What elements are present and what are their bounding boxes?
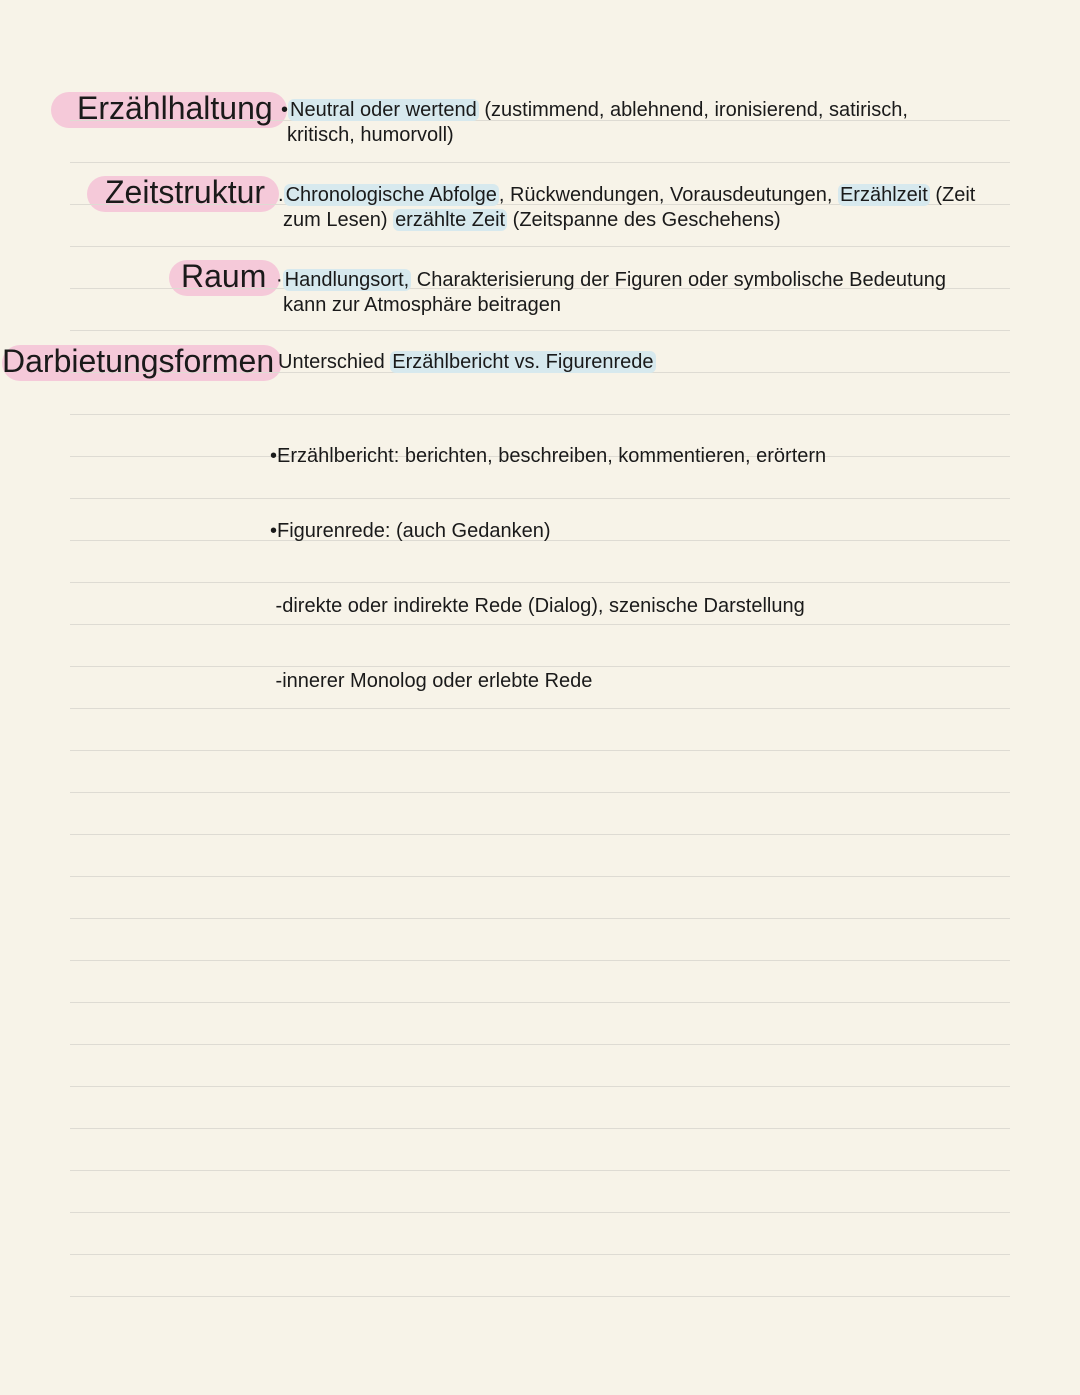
heading-darbietungsformen: Darbietungsformen [2, 343, 274, 379]
ruled-line [70, 1044, 1010, 1045]
ruled-line [70, 834, 1010, 835]
highlight-mark: Erzählzeit [839, 184, 928, 206]
note-erzaehlhaltung: • Neutral oder wertend (zustimmend, ablehnend, ironisierend, satirisch, kritisch, humorvoll) [281, 99, 908, 146]
heading-zeitstruktur: Zeitstruktur [105, 174, 265, 210]
ruled-line [70, 750, 1010, 751]
ruled-line [70, 876, 1010, 877]
ruled-line [70, 960, 1010, 961]
ruled-line [70, 246, 1010, 247]
ruled-line [70, 1086, 1010, 1087]
heading-erzaehlhaltung: Erzählhaltung [77, 90, 273, 126]
ruled-line [70, 1002, 1010, 1003]
ruled-line [70, 918, 1010, 919]
ruled-line [70, 162, 1010, 163]
heading-raum: Raum [181, 258, 266, 294]
highlight-mark: Chronologische Abfolge [285, 184, 497, 206]
highlight-mark: erzählte Zeit [395, 209, 506, 231]
ruled-line [70, 1212, 1010, 1213]
list-item: -direkte oder indirekte Rede (Dialog), szenische Darstellung [270, 595, 805, 617]
ruled-line [70, 1170, 1010, 1171]
note-zeitstruktur: . Chronologische Abfolge , Rückwendungen, Vorausdeutungen, Erzählzeit (Zeit zum Lesen) erzählte Zeit (Zeitspanne des Geschehens) [278, 184, 976, 231]
highlight-mark: Handlungsort, [284, 269, 410, 291]
note-raum: · Handlungsort, Charakterisierung der Figuren oder symbolische Bedeutung kann zur Atmosphäre beitragen [276, 269, 946, 316]
list-item: •Erzählbericht: berichten, beschreiben, kommentieren, erörtern [270, 445, 827, 467]
ruled-line [70, 1128, 1010, 1129]
ruled-line [70, 792, 1010, 793]
highlight-mark: Erzählbericht vs. Figurenrede [392, 351, 654, 373]
highlight-mark: Neutral oder wertend [290, 99, 477, 121]
list-item: -innerer Monolog oder erlebte Rede [270, 670, 593, 692]
ruled-line [70, 1254, 1010, 1255]
darbietungsformen-list [270, 394, 826, 719]
ruled-line [70, 1296, 1010, 1297]
list-item: •Figurenrede: (auch Gedanken) [270, 520, 551, 542]
ruled-line [70, 330, 1010, 331]
note-darbietungsformen: Unterschied Erzählbericht vs. Figurenrede [278, 351, 654, 373]
